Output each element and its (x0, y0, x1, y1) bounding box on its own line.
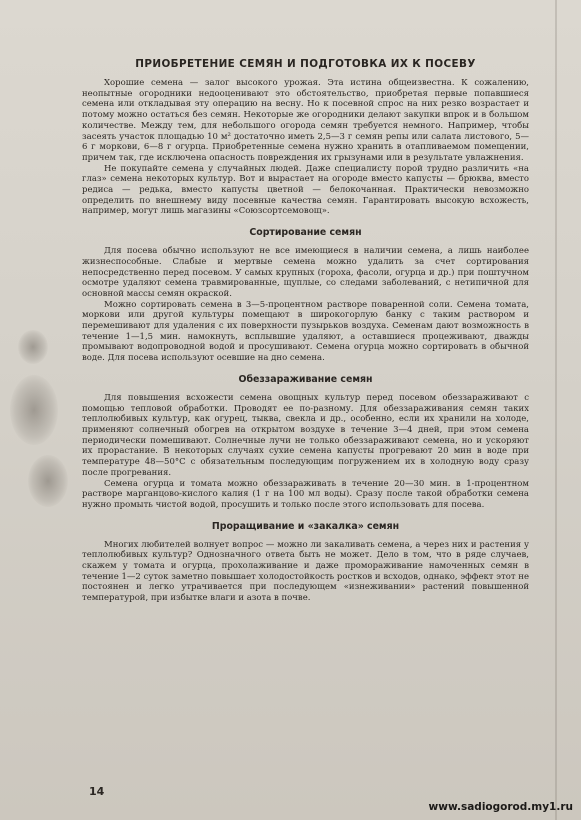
page-number: 14 (89, 785, 105, 798)
stain (28, 455, 68, 507)
section-heading-disinfection: Обеззараживание семян (238, 373, 373, 385)
intro-paragraph: Не покупайте семена у случайных людей. Даже специалисту порой трудно различить «на глаз» семена некоторых культур. Вот и вырастает на огороде вместо капусты — брюква, вместо редиса — редька, вместо капусты цветной — белокочанная. Практически невозможно определить по внешнему виду посевные качества семян. Гарантировать высокую всхожесть, например, могут лишь магазины «Союзсортсемовощ». (82, 163, 529, 217)
section-heading-germination: Проращивание и «закалка» семян (211, 520, 400, 532)
body-paragraph: Для посева обычно используют не все имеющиеся в наличии семена, а лишь наиболее жизнеспособные. Слабые и мертвые семена можно удалить за счет сортирования непосредственно перед посевом. У самых крупных (гороха, фасоли, огурца и др.) при поштучном осмотре удаляют семена травмированные, щуплые, со следами заболеваний, с нетипичной для основной массы семян окраской. (82, 246, 529, 299)
body-paragraph: Семена огурца и томата можно обеззараживать в течение 20—30 мин. в 1-процентном растворе марганцово-кислого калия (1 г на 100 мл воды). Сразу после такой обработки семена нужно промыть чистой водой, просушить и только после этого использовать для посева. (82, 478, 529, 510)
body-paragraph: Можно сортировать семена в 3—5-процентном растворе поваренной соли. Семена томата, моркови или другой культуры помещают в широкогорлую банку с таким раствором и перемешивают для удаления с их поверхности пузырьков воздуха. Семенам дают возможность в течение 1—1,5 мин. намокнуть, всплывшие удаляют, а оставшиеся процеживают, дважды промывают водопроводной водой и просушивают. Семена огурца можно сортировать в обычной воде. Для посева используют осевшие на дно семена. (82, 299, 529, 364)
page-fold (555, 0, 557, 820)
page-title: ПРИОБРЕТЕНИЕ СЕМЯН И ПОДГОТОВКА ИХ К ПОСЕВУ (135, 58, 476, 70)
body-paragraph: Многих любителей волнует вопрос — можно ли закаливать семена, а через них и растения у теплолюбивых культур? Однозначного ответа быть не может. Дело в том, что в ряде случаев, скажем у томата и огурца, прохолаживание и даже промораживание намоченных семян в течение 1—2 суток заметно повышает холодостойкость ростков и всходов, однако, эффект этот не постоянен и легко утрачивается при последующем «изнеживании» растений повышенной температурой, при избытке влаги и азота в почве. (82, 539, 529, 604)
stain (10, 375, 58, 445)
site-watermark: www.sadiogorod.my1.ru (428, 801, 573, 813)
stain (18, 330, 48, 364)
section-heading-sorting: Сортирование семян (249, 227, 362, 239)
intro-paragraph: Хорошие семена — залог высокого урожая. Эта истина общеизвестна. К сожалению, неопытные огородники недооценивают это обстоятельство, приобретая первые попавшиеся семена или откладывая эту операцию на весну. Но к посевной спрос на них резко возрастает и потому можно остаться без семян. Некоторые же огородники делают закупки впрок и в большом количестве. Между тем, для небольшого огорода семян требуется немного. Например, чтобы засеять участок площадью 10 м² достаточно иметь 2,5—3 г семян репы или салата листового, 5—6 г моркови, 6—8 г огурца. Приобретенные семена нужно хранить в отапливаемом помещении, причем так, где исключена опасность повреждения их грызунами или в результате увлажнения. (82, 78, 529, 163)
body-paragraph: Для повышения всхожести семена овощных культур перед посевом обеззараживают с помощью тепловой обработки. Проводят ее по-разному. Для обеззараживания семян таких теплолюбивых культур, как огурец, тыква, свекла и др., особенно, если их хранили на холоде, применяют солнечный обогрев на открытом воздухе в течение 3—4 дней, при этом семена периодически помешивают. Солнечные лучи не только обеззараживают семена, но и ускоряют их прорастание. В некоторых случаях сухие семена капусты прогревают 20 мин в воде при температуре 48—50°С с обязательным последующим погружением их в холодную воду сразу после прогревания. (82, 392, 529, 478)
